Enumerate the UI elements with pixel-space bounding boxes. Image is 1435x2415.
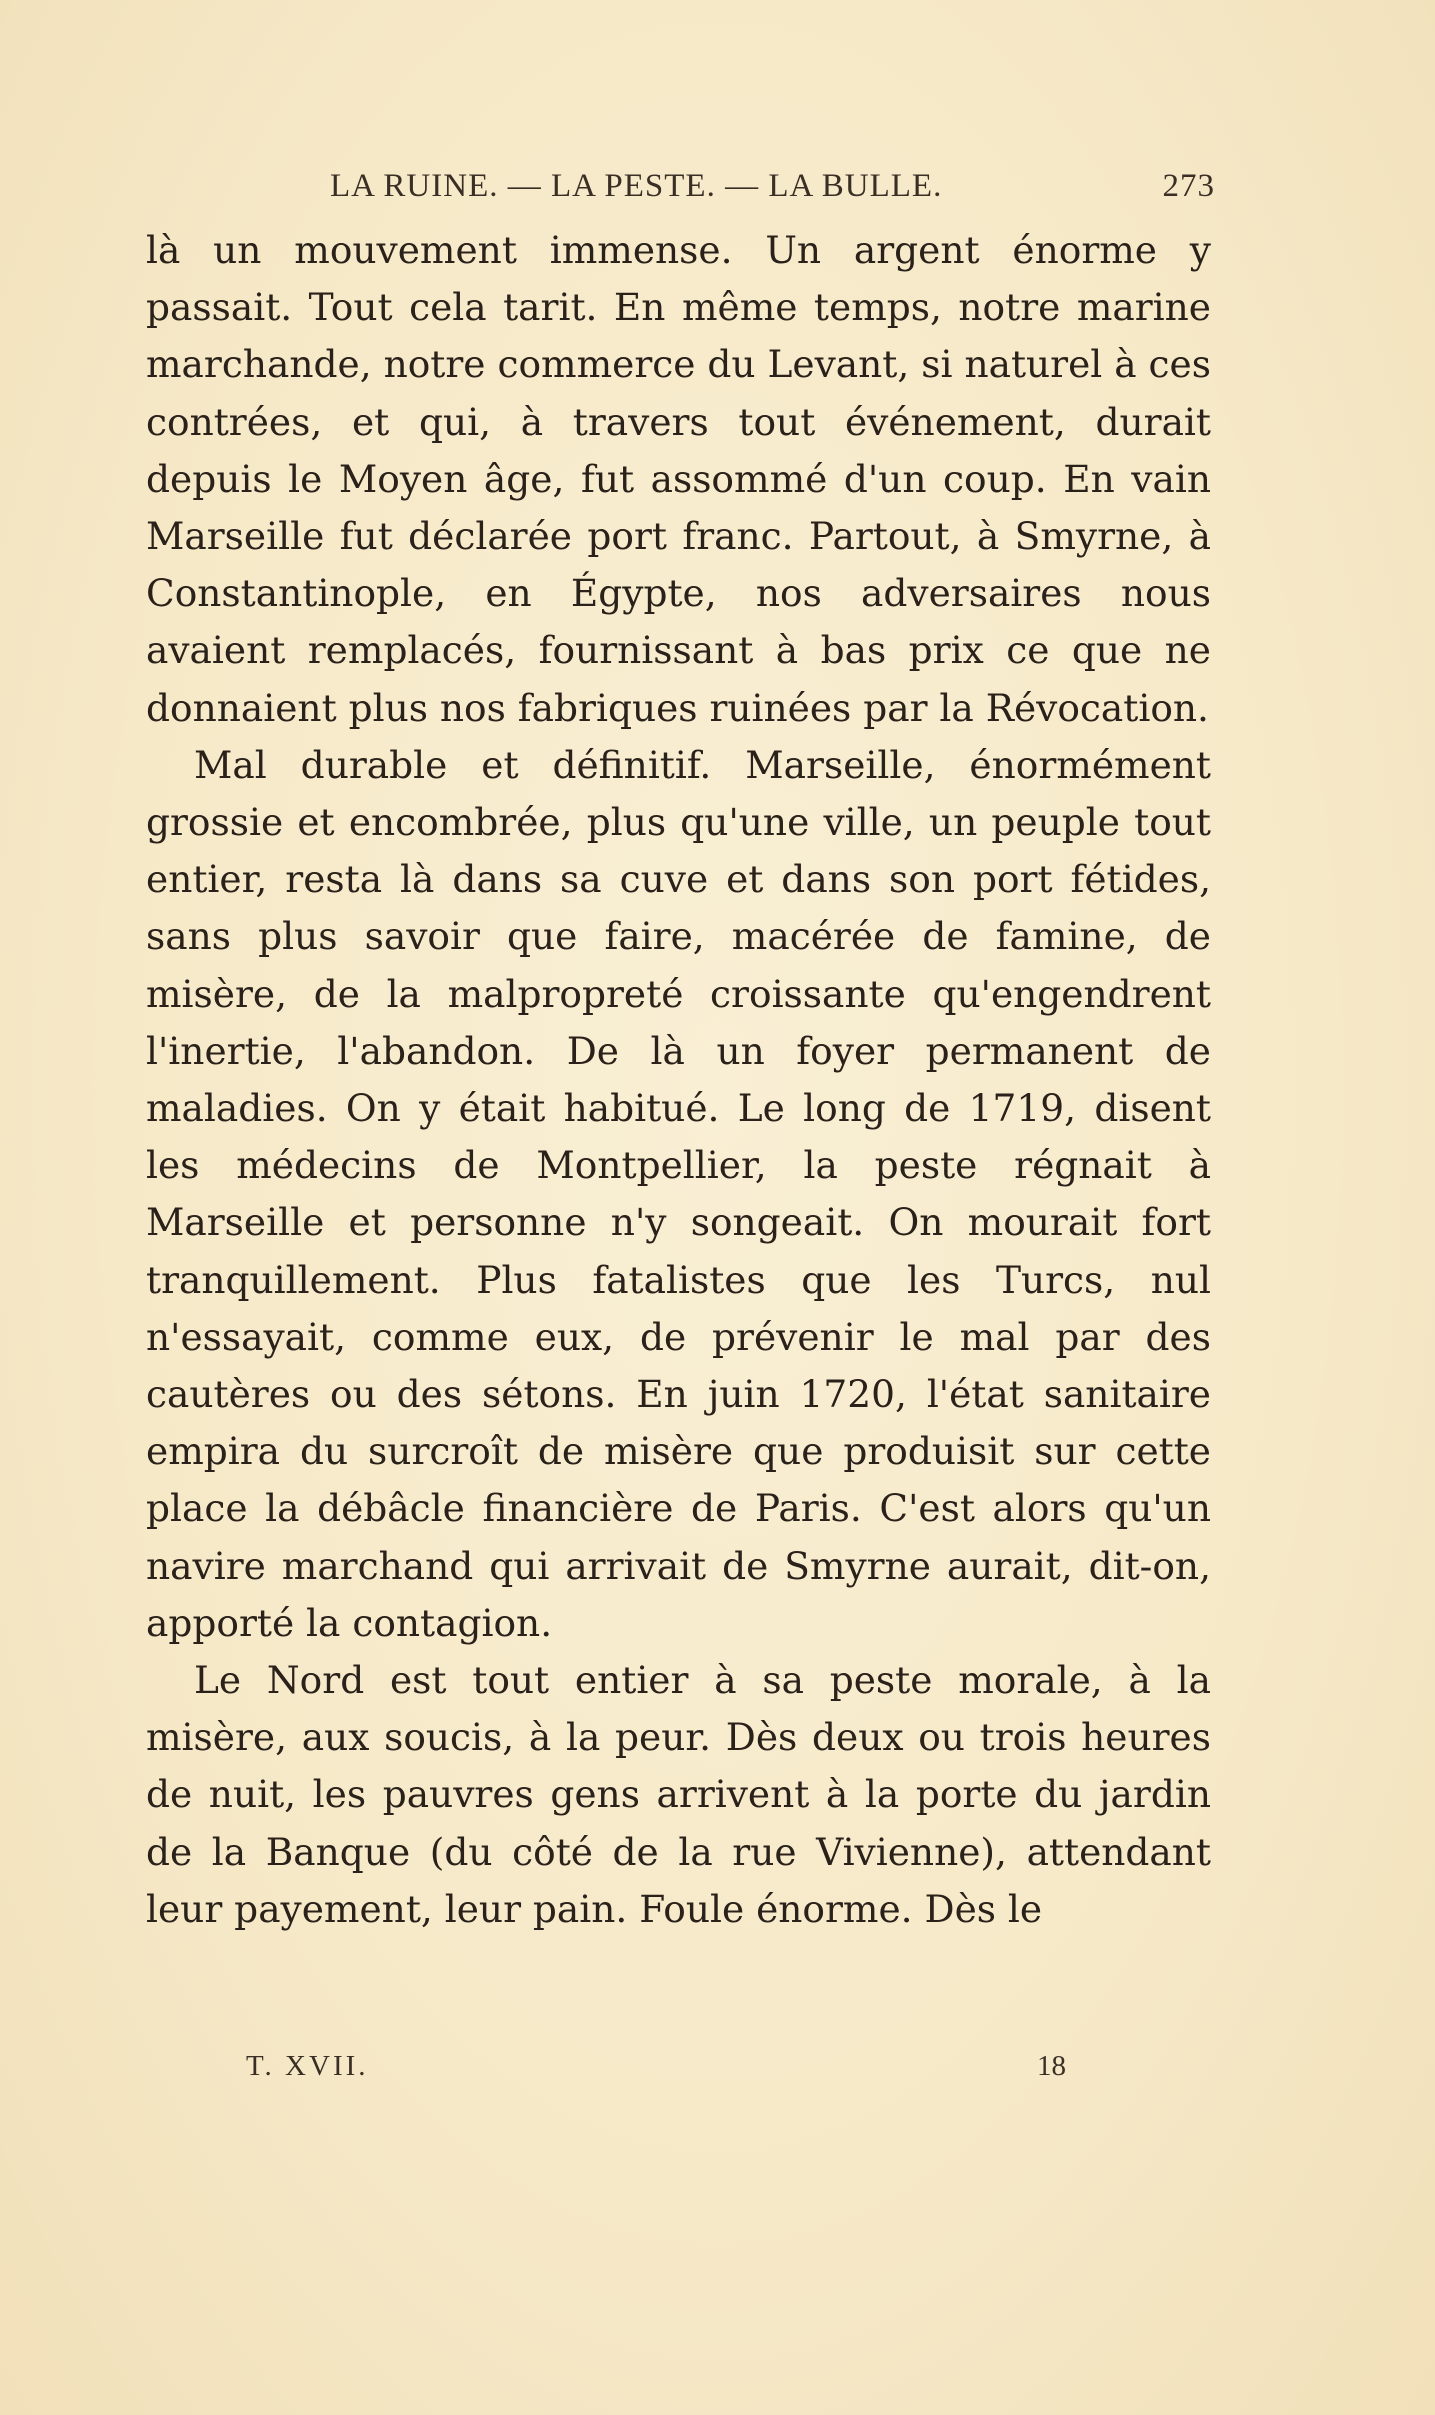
page-footer [246,2050,1066,2095]
body-text [146,222,1211,1938]
running-title: LA RUINE. — LA PESTE. — LA BULLE. [330,168,943,204]
running-head [330,168,1215,218]
paragraph-1: là un mouvement immense. Un argent énorme y passait. Tout cela tarit. En même temps, notre marine marchande, notre commerce du Levant, si naturel à ces contrées, et qui, à travers tout événement, durait depuis le Moyen âge, fut assommé d'un coup. En vain Marseille fut déclarée port franc. Partout, à Smyrne, à Constantinople, en Égypte, nos adversaires nous avaient remplacés, fournissant à bas prix ce que ne donnaient plus nos fabriques ruinées par la Révocation. [146,228,1211,730]
paragraph-3: Le Nord est tout entier à sa peste morale, à la misère, aux soucis, à la peur. Dès deux ou trois heures de nuit, les pauvres gens arrivent à la porte du jardin de la Banque (du côté de la rue Vivienne), attendant leur payement, leur pain. Foule énorme. Dès le [146,1658,1211,1931]
page-number: 273 [1162,168,1215,204]
sheet-number: 18 [1037,2050,1066,2082]
volume-signature: T. XVII. [246,2050,369,2082]
paragraph-2: Mal durable et définitif. Marseille, énormément grossie et encombrée, plus qu'une ville, un peuple tout entier, resta là dans sa cuve et dans son port fétides, sans plus savoir que faire, macérée de famine, de misère, de la malpropreté croissante qu'engendrent l'inertie, l'abandon. De là un foyer permanent de maladies. On y était habitué. Le long de 1719, disent les médecins de Montpellier, la peste régnait à Marseille et personne n'y songeait. On mourait fort tranquillement. Plus fatalistes que les Turcs, nul n'essayait, comme eux, de prévenir le mal par des cautères ou des sétons. En juin 1720, l'état sanitaire empira du surcroît de misère que produisit sur cette place la débâcle financière de Paris. C'est alors qu'un navire marchand qui arrivait de Smyrne aurait, dit-on, apporté la contagion. [146,742,1211,1645]
